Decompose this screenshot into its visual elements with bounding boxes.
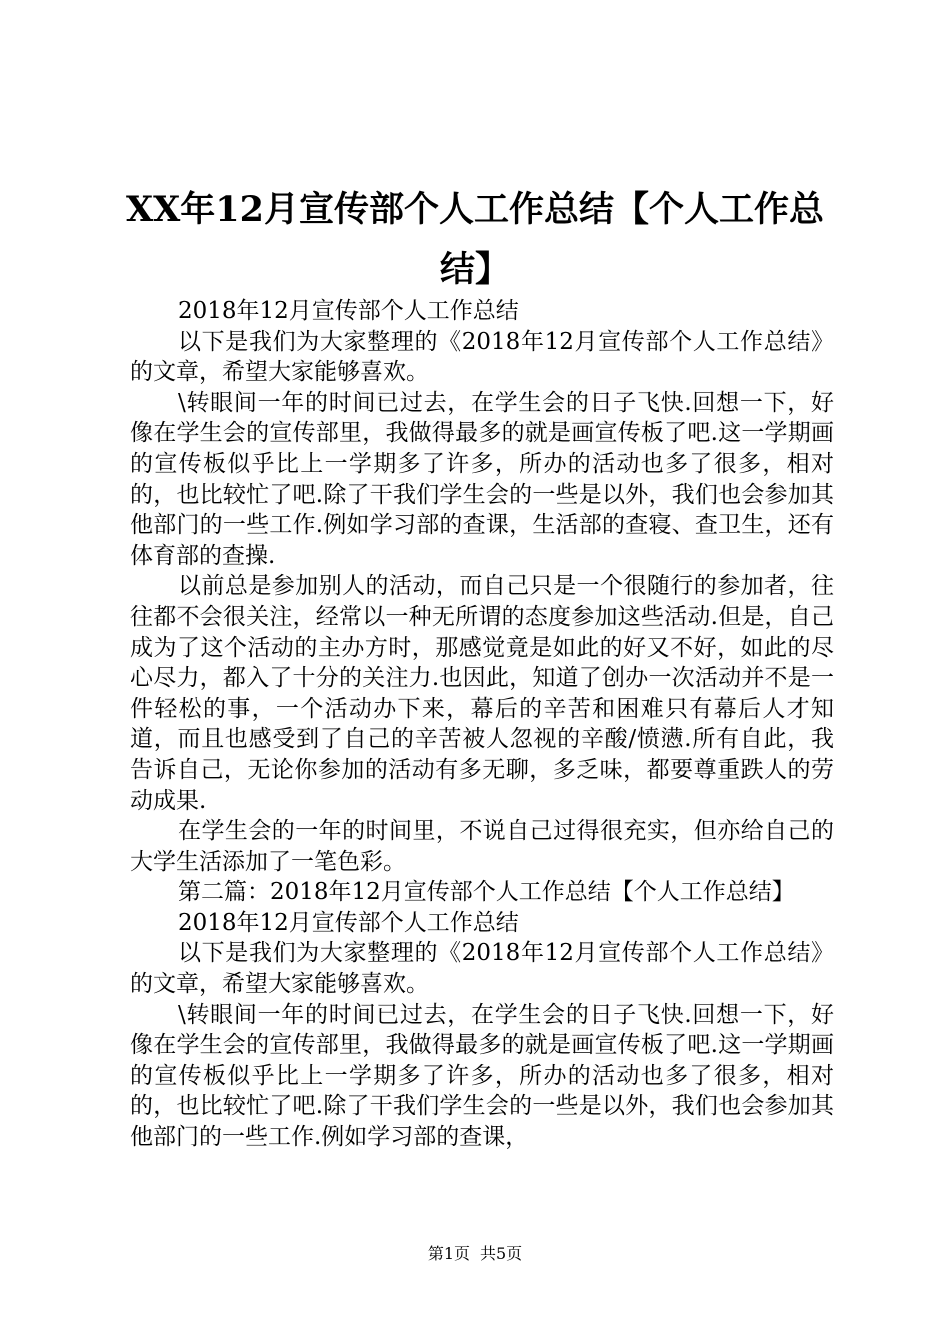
document-title: XX年12月宣传部个人工作总结【个人工作总结】 [125,189,825,290]
paragraph: 以下是我们为大家整理的《2018年12月宣传部个人工作总结》的文章，希望大家能够喜欢。 [130,940,834,998]
paragraph: \转眼间一年的时间已过去，在学生会的日子飞快.回想一下，好像在学生会的宣传部里，我做得最多的就是画宣传板了吧.这一学期画的宣传板似乎比上一学期多了许多，所办的活动也多了很多，相对的，也比较忙了吧.除了干我们学生会的一些是以外，我们也会参加其他部门的一些工作.例如学习部的查课，生活部的查寝、查卫生，还有体育部的查操. [130,389,834,569]
page-total: 共5页 [480,1244,523,1263]
paragraph: 2018年12月宣传部个人工作总结 [178,909,519,936]
paragraph: 以前总是参加别人的活动，而自己只是一个很随行的参加者，往往都不会很关注，经常以一种无所谓的态度参加这些活动.但是，自己成为了这个活动的主办方时，那感觉竟是如此的好又不好，如此的尽心尽力，都入了十分的关注力.也因此，知道了创办一次活动并不是一件轻松的事，一个活动办下来，幕后的辛苦和困难只有幕后人才知道，而且也感受到了自己的辛苦被人忽视的辛酸/愤懑.所有自此，我告诉自己，无论你参加的活动有多无聊，多乏味，都要尊重跌人的劳动成果. [130,573,834,814]
paragraph: \转眼间一年的时间已过去，在学生会的日子飞快.回想一下，好像在学生会的宣传部里，我做得最多的就是画宣传板了吧.这一学期画的宣传板似乎比上一学期多了许多，所办的活动也多了很多，相对的，也比较忙了吧.除了干我们学生会的一些是以外，我们也会参加其他部门的一些工作.例如学习部的查课， [130,1001,834,1151]
document-body [130,296,834,1153]
paragraph: 以下是我们为大家整理的《2018年12月宣传部个人工作总结》的文章，希望大家能够喜欢。 [130,328,834,386]
section-heading: 第二篇：2018年12月宣传部个人工作总结【个人工作总结】 [178,879,795,906]
paragraph: 在学生会的一年的时间里，不说自己过得很充实，但亦给自己的大学生活添加了一笔色彩。 [130,818,834,875]
paragraph: 2018年12月宣传部个人工作总结 [178,298,519,324]
page-footer [0,1242,950,1266]
page-number: 第1页 [427,1244,470,1263]
